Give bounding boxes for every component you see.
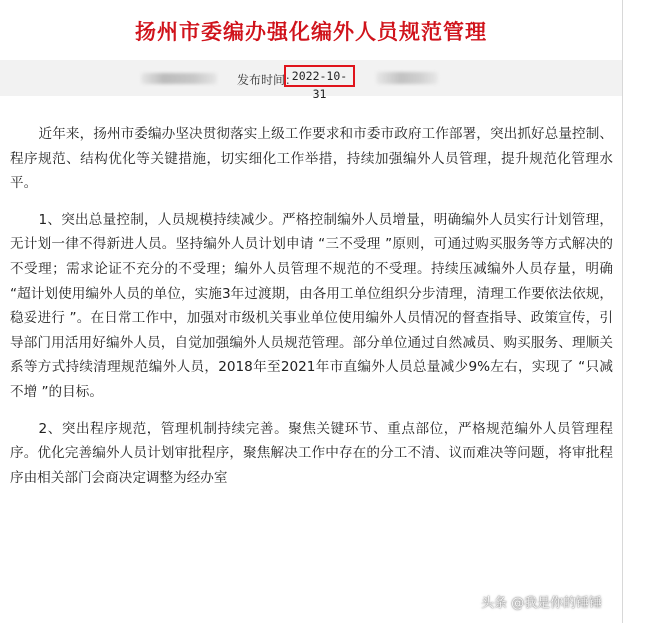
article-title: 扬州市委编办强化编外人员规范管理: [135, 19, 487, 44]
meta-bar: [0, 60, 622, 101]
publish-label: 发布时间：: [237, 73, 298, 87]
redacted-views: [376, 72, 438, 84]
redacted-source: [141, 73, 217, 84]
watermark: 头条 @我是你的锤锤: [481, 596, 603, 611]
paragraph-1: 1、突出总量控制，人员规模持续减少。严格控制编外人员增量，明确编外人员实行计划管理，无计划一律不得新进人员。坚持编外人员计划申请 “三不受理 ”原则，可通过购买服务等方式解决的不受理；需求论证不充分的不受理；编外人员管理不规范的不受理。持续压减编外人员存量，明确 “超计划使用编外人员的单位，实施3年过渡期，由各用工单位组织分步清理，清理工作要依法依规，稳妥进行 ”。在日常工作中，加强对市级机关事业单位使用编外人员情况的督查指导、政策宣传，引导部门用活用好编外人员，自觉加强编外人员规范管理。部分单位通过自然减员、购买服务、理顺关系等方式持续清理规范编外人员，2018年至2021年市直编外人员总量减少9%左右，实现了 “只减不增 ”的目标。: [10, 211, 613, 400]
article-body: [10, 122, 613, 502]
paragraph-intro: 近年来，扬州市委编办坚决贯彻落实上级工作要求和市委市政府工作部署，突出抓好总量控制、程序规范、结构优化等关键措施，切实细化工作举措，持续加强编外人员管理，提升规范化管理水平。: [10, 126, 613, 192]
page-border: [622, 0, 623, 623]
paragraph-2: 2、突出程序规范，管理机制持续完善。聚焦关键环节、重点部位，严格规范编外人员管理程序。优化完善编外人员计划审批程序，聚焦解决工作中存在的分工不清、议而难决等问题，将审批程序由相关部门会商决定调整为经办室: [10, 420, 613, 486]
publish-date-highlight: 2022-10-31: [284, 65, 355, 87]
